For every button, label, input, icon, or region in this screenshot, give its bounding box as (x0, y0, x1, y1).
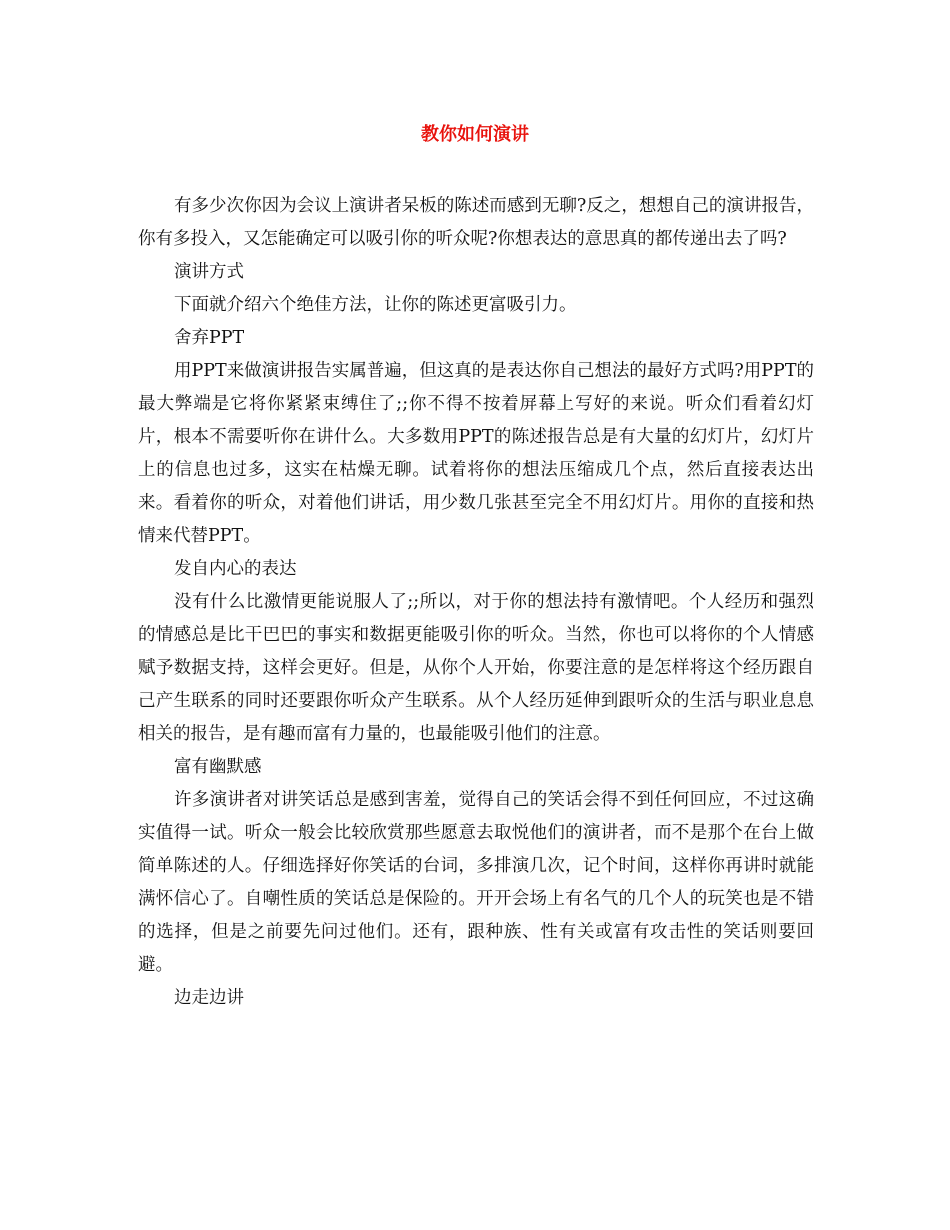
section-heading-ppt: 舍弃PPT (174, 328, 245, 348)
paragraph-ppt: 用PPT来做演讲报告实属普遍，但这真的是表达你自己想法的最好方式吗?用PPT的最大弊端是它将你紧紧束缚住了;;你不得不按着屏幕上写好的来说。听众们看着幻灯片，根本不需要听你在讲什么。大多数用PPT的陈述报告总是有大量的幻灯片，幻灯片上的信息也过多，这实在枯燥无聊。试着将你的想法压缩成几个点，然后直接表达出来。看着你的听众，对着他们讲话，用少数几张甚至完全不用幻灯片。用你的直接和热情来代替PPT。 (138, 361, 814, 546)
paragraph-lead: 下面就介绍六个绝佳方法，让你的陈述更富吸引力。 (174, 295, 577, 315)
paragraph-intro: 有多少次你因为会议上演讲者呆板的陈述而感到无聊?反之，想想自己的演讲报告，你有多投入，又怎能确定可以吸引你的听众呢?你想表达的意思真的都传递出去了吗? (138, 196, 814, 249)
document-title: 教你如何演讲 (421, 124, 529, 145)
document-body (138, 190, 814, 1015)
section-heading-humor: 富有幽默感 (174, 757, 262, 777)
paragraph-heart: 没有什么比激情更能说服人了;;所以，对于你的想法持有激情吧。个人经历和强烈的情感总是比干巴巴的事实和数据更能吸引你的听众。当然，你也可以将你的个人情感赋予数据支持，这样会更好。但是，从你个人开始，你要注意的是怎样将这个经历跟自己产生联系的同时还要跟你听众产生联系。从个人经历延伸到跟听众的生活与职业息息相关的报告，是有趣而富有力量的，也最能吸引他们的注意。 (138, 592, 814, 744)
paragraph-humor: 许多演讲者对讲笑话总是感到害羞，觉得自己的笑话会得不到任何回应，不过这确实值得一试。听众一般会比较欣赏那些愿意去取悦他们的演讲者，而不是那个在台上做简单陈述的人。仔细选择好你笑话的台词，多排演几次，记个时间，这样你再讲时就能满怀信心了。自嘲性质的笑话总是保险的。开开会场上有名气的几个人的玩笑也是不错的选择，但是之前要先问过他们。还有，跟种族、性有关或富有攻击性的笑话则要回避。 (138, 790, 814, 975)
section-heading-walk: 边走边讲 (174, 988, 244, 1008)
section-heading-method: 演讲方式 (174, 262, 244, 282)
section-heading-heart: 发自内心的表达 (174, 559, 297, 579)
